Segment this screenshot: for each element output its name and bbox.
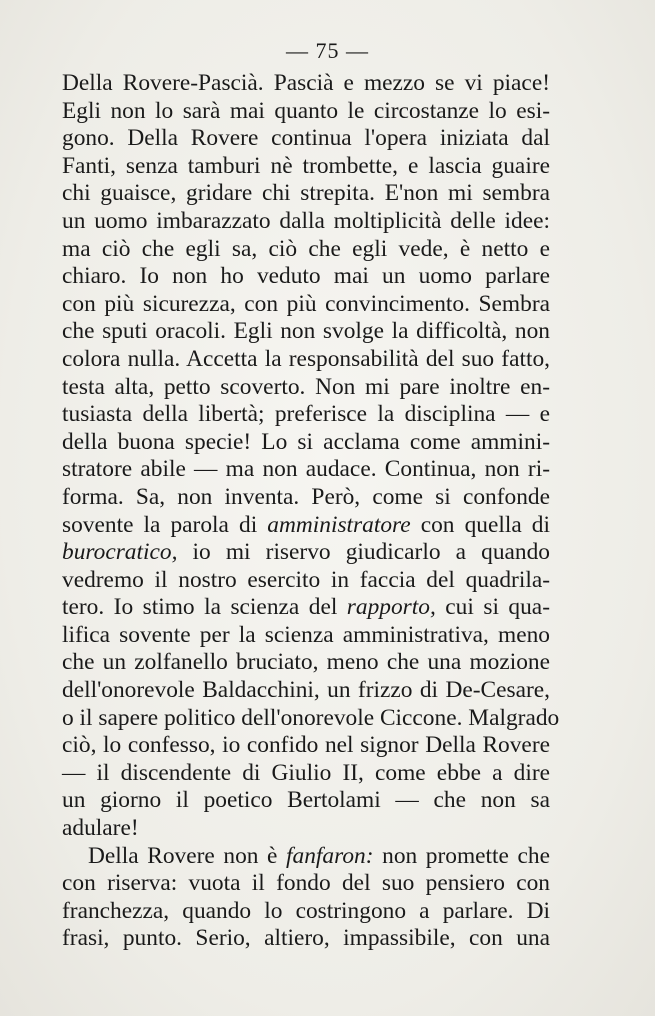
body-text	[62, 70, 560, 953]
text-span: chiaro. Io non ho veduto mai un uomo parlare	[62, 263, 550, 290]
text-span: o il sapere politico dell'onorevole Ciccone. Malgrado	[62, 704, 560, 731]
text-line	[62, 125, 550, 153]
text-span: tusiasta della libertà; preferisce la disciplina — e	[62, 401, 550, 428]
text-line	[62, 180, 550, 208]
text-line	[62, 732, 550, 760]
text-span: tero. Io stimo la scienza del	[62, 594, 347, 621]
text-span: Egli non lo sarà mai quanto le circostanze lo esi-	[62, 97, 550, 124]
text-span: che un zolfanello bruciato, meno che una mozione	[62, 649, 550, 676]
text-line	[62, 98, 550, 126]
text-span: con più sicurezza, con più convincimento. Sembra	[62, 290, 550, 317]
text-span: con quella di	[410, 511, 550, 538]
text-span: adulare!	[62, 815, 139, 842]
text-line	[62, 236, 550, 264]
text-span: che sputi oracoli. Egli non svolge la difficoltà, non	[62, 318, 550, 345]
text-line	[62, 787, 550, 815]
text-line	[62, 153, 550, 181]
text-span: della buona specie! Lo si acclama come ammini-	[62, 428, 550, 455]
text-line	[62, 429, 550, 457]
text-span: ciò, lo confesso, io confido nel signor Della Rovere	[62, 732, 550, 759]
text-span: chi guaisce, gridare chi strepita. E'non mi sembra	[62, 180, 550, 207]
text-span: ma ciò che egli sa, ciò che egli vede, è netto e	[62, 235, 550, 262]
text-span: un uomo imbarazzato dalla moltiplicità delle idee:	[62, 207, 550, 234]
text-span: colora nulla. Accetta la responsabilità del suo fatto,	[62, 345, 550, 372]
text-span: testa alta, petto scoverto. Non mi pare inoltre en-	[62, 373, 550, 400]
text-line	[62, 677, 550, 705]
text-line	[62, 208, 550, 236]
text-line	[62, 843, 550, 871]
text-span: Della Rovere-Pascià. Pascià e mezzo se vi piace!	[62, 70, 550, 96]
text-line	[62, 594, 550, 622]
italic-text: rapporto,	[346, 594, 436, 621]
italic-text: burocratico,	[62, 539, 178, 566]
text-line	[62, 898, 550, 926]
text-line	[62, 815, 550, 843]
text-span: non promette che	[373, 842, 550, 869]
text-line	[62, 346, 550, 374]
text-line	[62, 704, 560, 733]
text-span: vedremo il nostro esercito in faccia del quadrila-	[62, 566, 550, 593]
text-span: Fanti, senza tamburi nè trombette, e lascia guaire	[62, 152, 550, 179]
text-line	[62, 870, 550, 898]
text-line	[62, 512, 550, 540]
text-line	[62, 622, 550, 650]
text-span: frasi, punto. Serio, altiero, impassibile, con una	[62, 925, 550, 952]
text-line	[62, 456, 550, 484]
italic-text: fanfaron:	[286, 842, 374, 869]
text-line	[62, 760, 550, 788]
text-span: lifica sovente per la scienza amministrativa, meno	[62, 621, 550, 648]
text-span: Della Rovere non è	[88, 842, 287, 869]
text-span: stratore abile — ma non audace. Continua, non ri-	[62, 456, 550, 483]
text-span: forma. Sa, non inventa. Però, come si confonde	[62, 483, 550, 510]
text-line	[62, 567, 550, 595]
text-line	[62, 291, 550, 319]
text-span: cui si qua-	[435, 594, 550, 621]
text-line	[62, 484, 550, 512]
text-line	[62, 649, 550, 677]
text-span: sovente la parola di	[62, 511, 268, 538]
text-span: io mi riservo giudicarlo a quando	[177, 539, 550, 566]
page-number: — 75 —	[286, 38, 369, 63]
text-line	[62, 539, 550, 567]
text-span: gono. Della Rovere continua l'opera iniziata dal	[62, 125, 550, 152]
text-line	[62, 401, 550, 429]
text-line	[62, 263, 550, 291]
text-line	[62, 925, 550, 953]
text-span: — il discendente di Giulio II, come ebbe a dire	[62, 759, 550, 786]
italic-text: amministratore	[267, 511, 411, 538]
text-span: dell'onorevole Baldacchini, un frizzo di De-Cesare,	[62, 677, 550, 704]
text-span: franchezza, quando lo costringono a parlare. Di	[62, 897, 550, 924]
text-line	[62, 70, 550, 98]
text-line	[62, 374, 550, 402]
text-line	[62, 318, 550, 346]
text-span: con riserva: vuota il fondo del suo pensiero con	[62, 870, 550, 897]
text-span: un giorno il poetico Bertolami — che non sa	[62, 787, 550, 814]
